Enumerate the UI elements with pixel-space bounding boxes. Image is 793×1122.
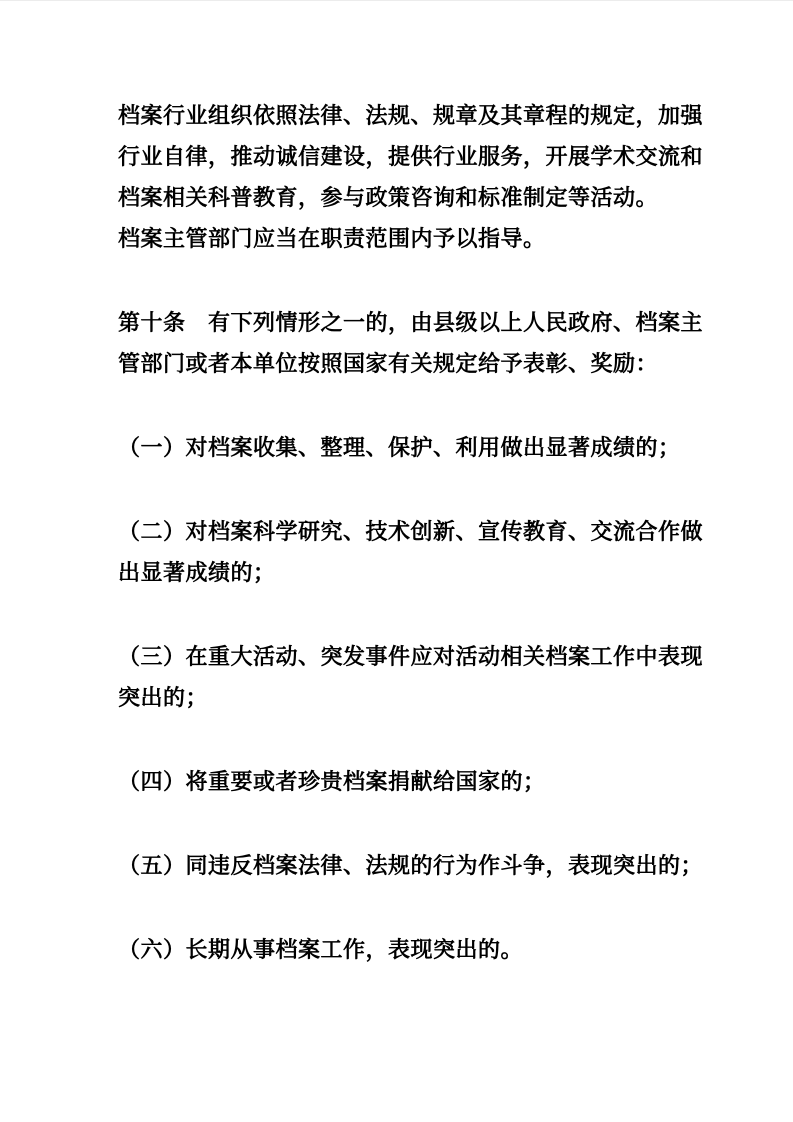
text-line: 第十条 有下列情形之一的，由县级以上人民政府、档案主 (118, 310, 704, 335)
text-line: 突出的； (118, 685, 209, 710)
text-line: （五）同违反档案法律、法规的行为作斗争，表现突出的； (118, 853, 704, 878)
paragraph-authority-guidance (118, 218, 695, 259)
document-body (118, 95, 704, 970)
paragraph-item-1 (118, 427, 695, 468)
text-line: （二）对档案科学研究、技术创新、宣传教育、交流合作做 (118, 519, 704, 544)
paragraph-article-10-intro (118, 302, 704, 384)
text-line: 档案相关科普教育，参与政策咨询和标准制定等活动。 (118, 185, 659, 210)
paragraph-item-6 (118, 929, 695, 970)
paragraph-industry-organizations (118, 95, 704, 218)
paragraph-item-5 (118, 845, 704, 886)
paragraph-item-4 (118, 761, 695, 802)
text-line: 管部门或者本单位按照国家有关规定给予表彰、奖励： (118, 351, 659, 376)
text-line: 行业自律，推动诚信建设，提供行业服务，开展学术交流和 (118, 144, 704, 169)
paragraph-item-2 (118, 511, 704, 593)
paragraph-item-3 (118, 636, 704, 718)
text-line: 档案行业组织依照法律、法规、规章及其章程的规定，加强 (118, 103, 704, 128)
text-line: （一）对档案收集、整理、保护、利用做出显著成绩的； (118, 435, 681, 460)
text-line: （三）在重大活动、突发事件应对活动相关档案工作中表现 (118, 644, 704, 669)
text-line: 档案主管部门应当在职责范围内予以指导。 (118, 226, 546, 251)
text-line: （六）长期从事档案工作，表现突出的。 (118, 937, 524, 962)
text-line: 出显著成绩的； (118, 560, 276, 585)
text-line: （四）将重要或者珍贵档案捐献给国家的； (118, 769, 546, 794)
